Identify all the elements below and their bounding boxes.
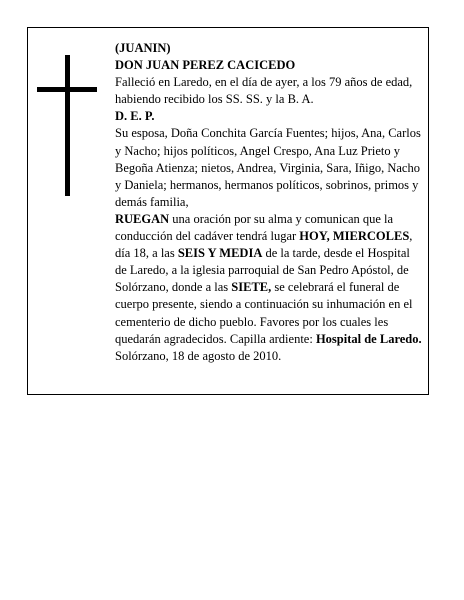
funeral-request [115,211,423,348]
funeral-time: SIETE, [231,280,272,295]
deceased-nickname: (JUANIN) [115,41,171,55]
place-and-date: Solórzano, 18 de agosto de 2010. [115,348,282,363]
request-text-2: , día 18, a las [115,229,419,261]
family-list: Su esposa, Doña Conchita García Fuentes; hijos, Ana, Carlos y Nacho; hijos políticos, Angel Crespo, Ana Luz Prieto y Begoña Atienza; nietos, Andrea, Virginia, Sara, Iñigo, Nacho y Daniela; hermanos, hermanos políticos, sobrinos, primos y demás familia, [115,126,421,209]
cross-vertical-bar [65,55,70,196]
chapel-location: Hospital de Laredo. [315,331,422,346]
deceased-name: DON JUAN PEREZ CACICEDO [115,58,296,73]
request-text-1: una oración por su alma y comunican que la conducción del cadáver tendrá lugar [115,211,394,244]
departure-time: SEIS Y MEDIA [177,246,263,261]
request-text-3: de la tarde, desde el Hospital de Laredo, a la iglesia parroquial de San Pedro Apóstol, de Solórzano, donde a las [115,246,410,295]
rest-in-peace: D. E. P. [115,109,155,124]
request-text-4: se celebrará el funeral de cuerpo presente, siendo a continuación su inhumación en el cementerio de dicho pueblo. Favores por los cuales les quedarán agradecidos. Capilla ardiente: [115,280,413,346]
obituary-text [115,40,423,365]
hoy-miercoles-label: HOY, MIERCOLES [299,229,410,244]
ruegan-label: RUEGAN [115,211,170,226]
death-notice: Falleció en Laredo, en el día de ayer, a los 79 años de edad, habiendo recibido los SS. SS. y la B. A. [115,75,413,107]
cross-horizontal-bar [37,87,97,92]
